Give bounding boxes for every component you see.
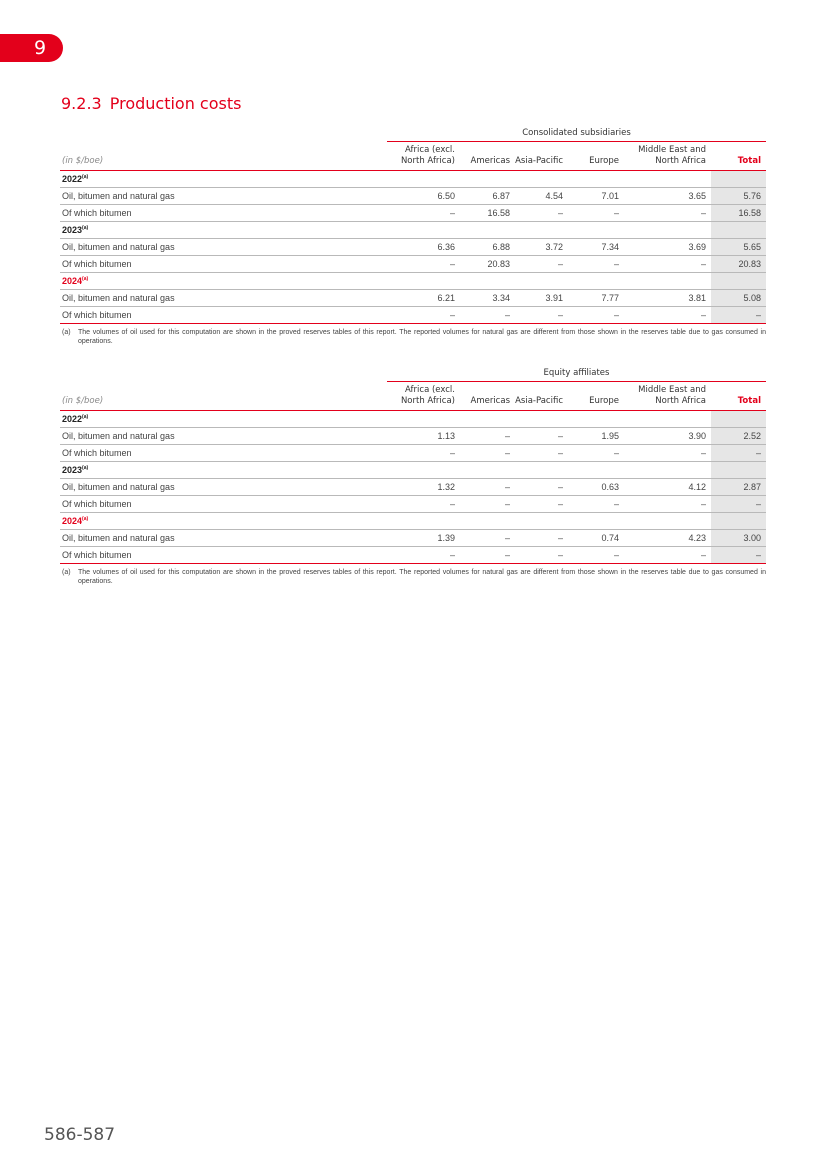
table-group-header: Equity affiliates (387, 366, 766, 382)
cell: 3.34 (460, 290, 515, 307)
row-label: Of which bitumen (60, 445, 387, 462)
cell: – (387, 547, 460, 564)
cell: – (460, 428, 515, 445)
cell: – (624, 496, 711, 513)
cell: 6.50 (387, 188, 460, 205)
cell: 6.36 (387, 239, 460, 256)
cell: – (568, 205, 624, 222)
cell: – (568, 307, 624, 324)
row-label: Oil, bitumen and natural gas (60, 290, 387, 307)
row-label: Of which bitumen (60, 547, 387, 564)
cell: – (515, 307, 568, 324)
table-group-header: Consolidated subsidiaries (387, 126, 766, 142)
cell: – (460, 307, 515, 324)
cell: – (568, 496, 624, 513)
total-cell: 16.58 (711, 205, 766, 222)
table-row (60, 239, 766, 256)
cell: 4.12 (624, 479, 711, 496)
total-cell: 20.83 (711, 256, 766, 273)
cell: 1.13 (387, 428, 460, 445)
cell: – (460, 547, 515, 564)
table-row (60, 547, 766, 564)
cell: – (624, 256, 711, 273)
table-row (60, 530, 766, 547)
cell: – (460, 479, 515, 496)
section-title (61, 94, 241, 113)
footnote-text: The volumes of oil used for this computation are shown in the proved reserves tables of this report. The reported volumes for natural gas are different from those shown in the reserves table due to gas consumed in operations. (78, 329, 766, 345)
equity-affiliates-table (60, 366, 766, 586)
cell: 20.83 (460, 256, 515, 273)
column-header: Asia-Pacific (515, 142, 568, 171)
table-row (60, 428, 766, 445)
cell: 4.23 (624, 530, 711, 547)
cell: 3.91 (515, 290, 568, 307)
header-row (60, 382, 766, 411)
footnote-mark: (a) (62, 329, 71, 336)
cell: – (515, 256, 568, 273)
year-label: 2024$^{(a)}$ (60, 513, 387, 530)
row-label: Of which bitumen (60, 496, 387, 513)
year-label: 2023$^{(a)}$ (60, 462, 387, 479)
table-row (60, 290, 766, 307)
table-row (60, 479, 766, 496)
row-label: Oil, bitumen and natural gas (60, 239, 387, 256)
cell: 3.72 (515, 239, 568, 256)
total-cell: 2.87 (711, 479, 766, 496)
column-header: Europe (568, 142, 624, 171)
year-row (60, 462, 766, 479)
cell: – (460, 445, 515, 462)
footnote-mark: (a) (62, 569, 71, 576)
row-label: Oil, bitumen and natural gas (60, 530, 387, 547)
cell: – (624, 445, 711, 462)
cell: – (515, 496, 568, 513)
table-row (60, 496, 766, 513)
cell: – (568, 547, 624, 564)
table-row (60, 256, 766, 273)
table-row (60, 188, 766, 205)
total-cell: 3.00 (711, 530, 766, 547)
total-cell: 5.65 (711, 239, 766, 256)
cell: – (515, 530, 568, 547)
table-row (60, 307, 766, 324)
cell: – (387, 496, 460, 513)
cell: 4.54 (515, 188, 568, 205)
cell: 6.87 (460, 188, 515, 205)
total-column-header: Total (711, 142, 766, 171)
total-cell: 5.76 (711, 188, 766, 205)
cell: 7.77 (568, 290, 624, 307)
cell: – (624, 307, 711, 324)
cell: 7.34 (568, 239, 624, 256)
data-table (60, 142, 766, 324)
year-label: 2024$^{(a)}$ (60, 273, 387, 290)
header-row (60, 142, 766, 171)
total-cell: 2.52 (711, 428, 766, 445)
year-row (60, 411, 766, 428)
row-label: Of which bitumen (60, 205, 387, 222)
row-label: Of which bitumen (60, 256, 387, 273)
cell: – (515, 445, 568, 462)
total-column-header: Total (711, 382, 766, 411)
year-row (60, 273, 766, 290)
cell: 0.63 (568, 479, 624, 496)
cell: – (624, 547, 711, 564)
cell: 1.39 (387, 530, 460, 547)
cell: 0.74 (568, 530, 624, 547)
year-label: 2022$^{(a)}$ (60, 171, 387, 188)
cell: 7.01 (568, 188, 624, 205)
cell: – (568, 256, 624, 273)
cell: 3.69 (624, 239, 711, 256)
year-row (60, 513, 766, 530)
cell: 3.90 (624, 428, 711, 445)
column-header: Middle East and North Africa (624, 142, 711, 171)
footnote (60, 568, 766, 586)
column-header: Europe (568, 382, 624, 411)
cell: 6.88 (460, 239, 515, 256)
column-header: Africa (excl. North Africa) (387, 142, 460, 171)
cell: 6.21 (387, 290, 460, 307)
data-table (60, 382, 766, 564)
cell: – (624, 205, 711, 222)
row-label: Oil, bitumen and natural gas (60, 428, 387, 445)
column-header: Americas (460, 142, 515, 171)
cell: – (387, 445, 460, 462)
chapter-tab: 9 (0, 34, 63, 62)
footnote (60, 328, 766, 346)
cell: – (515, 547, 568, 564)
footnote-text: The volumes of oil used for this computation are shown in the proved reserves tables of this report. The reported volumes for natural gas are different from those shown in the reserves table due to gas consumed in operations. (78, 569, 766, 585)
page-number: 586-587 (44, 1125, 116, 1145)
total-cell: – (711, 496, 766, 513)
year-row (60, 171, 766, 188)
consolidated-subsidiaries-table (60, 126, 766, 346)
cell: – (515, 205, 568, 222)
cell: – (515, 479, 568, 496)
cell: 3.81 (624, 290, 711, 307)
row-label: Of which bitumen (60, 307, 387, 324)
cell: – (460, 496, 515, 513)
total-cell: – (711, 307, 766, 324)
cell: – (387, 256, 460, 273)
cell: – (387, 205, 460, 222)
table-row (60, 205, 766, 222)
row-label: Oil, bitumen and natural gas (60, 479, 387, 496)
column-header: Americas (460, 382, 515, 411)
cell: 16.58 (460, 205, 515, 222)
year-row (60, 222, 766, 239)
section-number: 9.2.3 (61, 94, 102, 113)
column-header: Middle East and North Africa (624, 382, 711, 411)
table-row (60, 445, 766, 462)
total-cell: – (711, 445, 766, 462)
row-label: Oil, bitumen and natural gas (60, 188, 387, 205)
total-cell: – (711, 547, 766, 564)
cell: 1.32 (387, 479, 460, 496)
cell: 1.95 (568, 428, 624, 445)
cell: – (568, 445, 624, 462)
cell: – (515, 428, 568, 445)
year-label: 2022$^{(a)}$ (60, 411, 387, 428)
cell: – (460, 530, 515, 547)
cell: – (387, 307, 460, 324)
column-header: Asia-Pacific (515, 382, 568, 411)
column-header: Africa (excl. North Africa) (387, 382, 460, 411)
section-title-text: Production costs (109, 94, 242, 113)
total-cell: 5.08 (711, 290, 766, 307)
unit-label: (in $/boe) (60, 142, 387, 171)
year-label: 2023$^{(a)}$ (60, 222, 387, 239)
unit-label: (in $/boe) (60, 382, 387, 411)
cell: 3.65 (624, 188, 711, 205)
